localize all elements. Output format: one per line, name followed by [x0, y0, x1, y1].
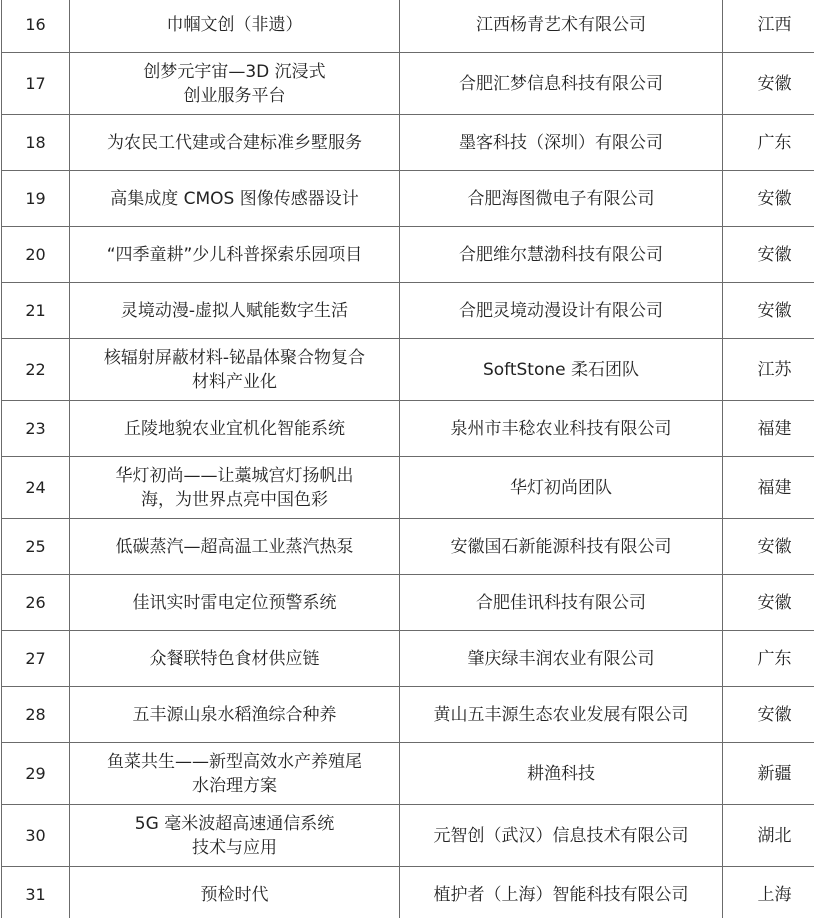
row-number: 24: [2, 457, 70, 519]
table-row: [2, 743, 814, 805]
organization-name: 植护者（上海）智能科技有限公司: [400, 867, 723, 918]
row-number: 27: [2, 631, 70, 687]
region: 湖北: [723, 805, 814, 867]
region: 安徽: [723, 575, 814, 631]
table-row: [2, 283, 814, 339]
table-row: [2, 867, 814, 918]
project-name: 五丰源山泉水稻渔综合种养: [70, 687, 400, 743]
organization-name: SoftStone 柔石团队: [400, 339, 723, 401]
row-number: 31: [2, 867, 70, 918]
project-name: 丘陵地貌农业宜机化智能系统: [70, 401, 400, 457]
region: 安徽: [723, 53, 814, 115]
project-name: 5G 毫米波超高速通信系统 技术与应用: [70, 805, 400, 867]
project-name: “四季童耕”少儿科普探索乐园项目: [70, 227, 400, 283]
table-row: [2, 115, 814, 171]
table-row: [2, 575, 814, 631]
row-number: 29: [2, 743, 70, 805]
organization-name: 江西杨青艺术有限公司: [400, 0, 723, 53]
project-name: 为农民工代建或合建标准乡墅服务: [70, 115, 400, 171]
row-number: 16: [2, 0, 70, 53]
region: 江苏: [723, 339, 814, 401]
row-number: 19: [2, 171, 70, 227]
region: 江西: [723, 0, 814, 53]
organization-name: 华灯初尚团队: [400, 457, 723, 519]
row-number: 28: [2, 687, 70, 743]
organization-name: 合肥灵境动漫设计有限公司: [400, 283, 723, 339]
row-number: 26: [2, 575, 70, 631]
organization-name: 墨客科技（深圳）有限公司: [400, 115, 723, 171]
project-name: 鱼菜共生——新型高效水产养殖尾 水治理方案: [70, 743, 400, 805]
row-number: 21: [2, 283, 70, 339]
organization-name: 耕渔科技: [400, 743, 723, 805]
project-name: 创梦元宇宙—3D 沉浸式 创业服务平台: [70, 53, 400, 115]
organization-name: 合肥维尔慧渤科技有限公司: [400, 227, 723, 283]
region: 福建: [723, 457, 814, 519]
project-name: 预检时代: [70, 867, 400, 918]
project-name: 众餐联特色食材供应链: [70, 631, 400, 687]
project-table: [1, 0, 814, 918]
organization-name: 元智创（武汉）信息技术有限公司: [400, 805, 723, 867]
project-name: 灵境动漫-虚拟人赋能数字生活: [70, 283, 400, 339]
row-number: 25: [2, 519, 70, 575]
organization-name: 泉州市丰稔农业科技有限公司: [400, 401, 723, 457]
table-row: [2, 171, 814, 227]
region: 福建: [723, 401, 814, 457]
row-number: 17: [2, 53, 70, 115]
organization-name: 安徽国石新能源科技有限公司: [400, 519, 723, 575]
region: 上海: [723, 867, 814, 918]
organization-name: 肇庆绿丰润农业有限公司: [400, 631, 723, 687]
table-row: [2, 457, 814, 519]
table-row: [2, 0, 814, 53]
table-row: [2, 631, 814, 687]
project-name: 低碳蒸汽—超高温工业蒸汽热泵: [70, 519, 400, 575]
row-number: 22: [2, 339, 70, 401]
region: 安徽: [723, 227, 814, 283]
region: 新疆: [723, 743, 814, 805]
region: 安徽: [723, 283, 814, 339]
region: 安徽: [723, 519, 814, 575]
project-name: 佳讯实时雷电定位预警系统: [70, 575, 400, 631]
organization-name: 黄山五丰源生态农业发展有限公司: [400, 687, 723, 743]
table-row: [2, 519, 814, 575]
row-number: 23: [2, 401, 70, 457]
project-name: 巾帼文创（非遗）: [70, 0, 400, 53]
region: 广东: [723, 115, 814, 171]
table-row: [2, 805, 814, 867]
table-row: [2, 339, 814, 401]
project-name: 华灯初尚——让藁城宫灯扬帆出 海，为世界点亮中国色彩: [70, 457, 400, 519]
region: 广东: [723, 631, 814, 687]
table-row: [2, 53, 814, 115]
table-row: [2, 227, 814, 283]
row-number: 18: [2, 115, 70, 171]
region: 安徽: [723, 171, 814, 227]
organization-name: 合肥海图微电子有限公司: [400, 171, 723, 227]
organization-name: 合肥汇梦信息科技有限公司: [400, 53, 723, 115]
region: 安徽: [723, 687, 814, 743]
organization-name: 合肥佳讯科技有限公司: [400, 575, 723, 631]
row-number: 30: [2, 805, 70, 867]
project-name: 高集成度 CMOS 图像传感器设计: [70, 171, 400, 227]
row-number: 20: [2, 227, 70, 283]
table-row: [2, 401, 814, 457]
table-row: [2, 687, 814, 743]
project-name: 核辐射屏蔽材料-铋晶体聚合物复合 材料产业化: [70, 339, 400, 401]
